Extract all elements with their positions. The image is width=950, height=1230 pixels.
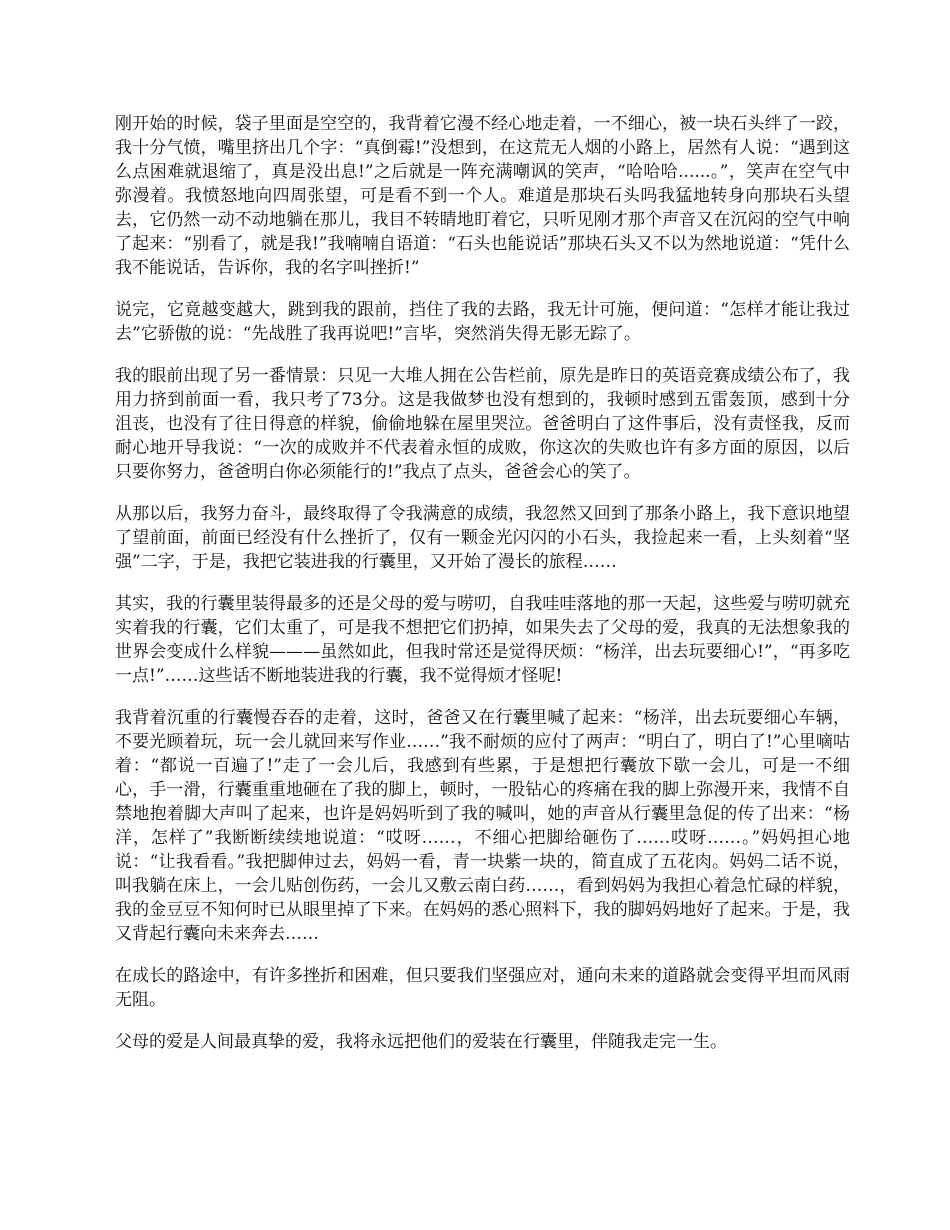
document-body: [115, 112, 850, 1072]
paragraph-4: 从那以后，我努力奋斗，最终取得了令我满意的成绩，我忽然又回到了那条小路上，我下意识地望了望前面，前面已经没有什么挫折了，仅有一颗金光闪闪的小石头，我捡起来一看，上头刻着“坚强”二字，于是，我把它装进我的行囊里，又开始了漫长的旅程……: [115, 504, 850, 572]
paragraph-3: 我的眼前出现了另一番情景：只见一大堆人拥在公告栏前，原先是昨日的英语竞赛成绩公布了，我用力挤到前面一看，我只考了73分。这是我做梦也没有想到的，我顿时感到五雷轰顶，感到十分沮丧，也没有了往日得意的样貌，偷偷地躲在屋里哭泣。爸爸明白了这件事后，没有责怪我，反而耐心地开导我说：“一次的成败并不代表着永恒的成败，你这次的失败也许有多方面的原因，以后只要你努力，爸爸明白你必须能行的!”我点了点头，爸爸会心的笑了。: [115, 366, 850, 482]
paragraph-6: 我背着沉重的行囊慢吞吞的走着，这时，爸爸又在行囊里喊了起来：“杨洋，出去玩要细心车辆，不要光顾着玩，玩一会儿就回来写作业……”我不耐烦的应付了两声：“明白了，明白了!”心里嘀咕着：“都说一百遍了!”走了一会儿后，我感到有些累，于是想把行囊放下歇一会儿，可是一不细心，手一滑，行囊重重地砸在了我的脚上，顿时，一股钻心的疼痛在我的脚上弥漫开来，我情不自禁地抱着脚大声叫了起来，也许是妈妈听到了我的喊叫，她的声音从行囊里急促的传了出来：“杨洋，怎样了”我断断续续地说道：“哎呀……，不细心把脚给砸伤了……哎呀……。”妈妈担心地说：“让我看看。”我把脚伸过去，妈妈一看，青一块紫一块的，简直成了五花肉。妈妈二话不说，叫我躺在床上，一会儿贴创伤药，一会儿又敷云南白药……，看到妈妈为我担心着急忙碌的样貌，我的金豆豆不知何时已从眼里掉了下来。在妈妈的悉心照料下，我的脚妈妈地好了起来。于是，我又背起行囊向未来奔去……: [115, 708, 850, 944]
paragraph-8: 父母的爱是人间最真挚的爱，我将永远把他们的爱装在行囊里，伴随我走完一生。: [115, 1032, 727, 1052]
paragraph-7: 在成长的路途中，有许多挫折和困难，但只要我们坚强应对，通向未来的道路就会变得平坦而风雨无阻。: [115, 966, 850, 1010]
paragraph-2: 说完，它竟越变越大，跳到我的跟前，挡住了我的去路，我无计可施，便问道：“怎样才能让我过去”它骄傲的说：“先战胜了我再说吧!”言毕，突然消失得无影无踪了。: [115, 300, 850, 344]
paragraph-5: 其实，我的行囊里装得最多的还是父母的爱与唠叨，自我哇哇落地的那一天起，这些爱与唠叨就充实着我的行囊，它们太重了，可是我不想把它们扔掉，如果失去了父母的爱，我真的无法想象我的世界会变成什么样貌———虽然如此，但我时常还是觉得厌烦：“杨洋，出去玩要细心!”，“再多吃一点!”……这些话不断地装进我的行囊，我不觉得烦才怪呢!: [115, 594, 850, 686]
paragraph-1: 刚开始的时候，袋子里面是空空的，我背着它漫不经心地走着，一不细心，被一块石头绊了一跤，我十分气愤，嘴里挤出几个字：“真倒霉!”没想到，在这荒无人烟的小路上，居然有人说：“遇到这么点困难就退缩了，真是没出息!”之后就是一阵充满嘲讽的笑声，“哈哈哈......。”，笑声在空气中弥漫着。我愤怒地向四周张望，可是看不到一个人。难道是那块石头吗我猛地转身向那块石头望去，它仍然一动不动地躺在那儿，我目不转睛地盯着它，只听见刚才那个声音又在沉闷的空气中响了起来：“别看了，就是我!”我喃喃自语道：“石头也能说话”那块石头又不以为然地说道：“凭什么我不能说话，告诉你，我的名字叫挫折!”: [115, 114, 850, 278]
